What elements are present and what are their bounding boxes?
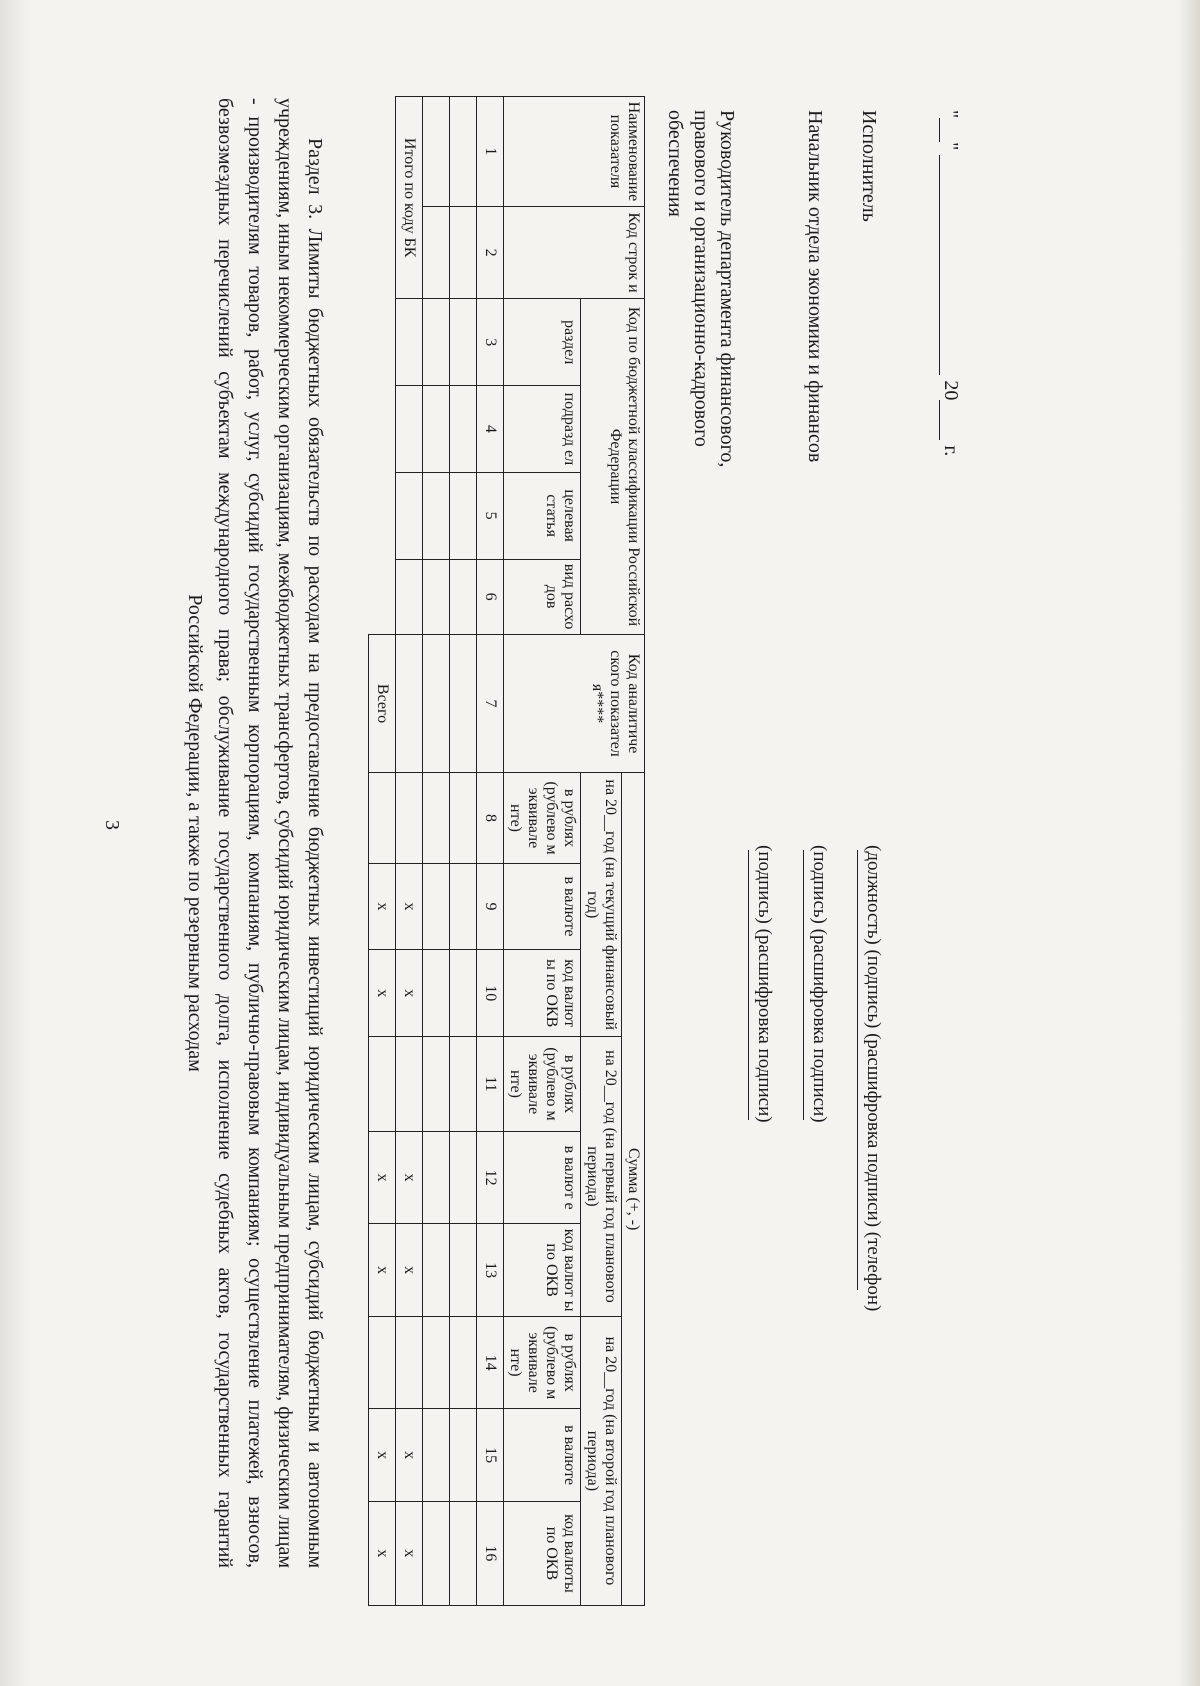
date-line bbox=[939, 110, 962, 456]
table-row bbox=[450, 97, 477, 1606]
column-number: 6 bbox=[477, 559, 504, 634]
x-mark: х bbox=[396, 1409, 423, 1502]
column-number: 7 bbox=[477, 634, 504, 773]
header-target-item: целевая статья bbox=[504, 472, 581, 559]
table-cell bbox=[423, 1501, 450, 1605]
table-cell bbox=[450, 386, 477, 473]
x-mark: х bbox=[369, 1224, 396, 1317]
table-cell bbox=[423, 950, 450, 1037]
table-cell bbox=[423, 206, 450, 299]
table-cell-borderless bbox=[369, 97, 396, 635]
column-number: 15 bbox=[477, 1409, 504, 1502]
date-year-blank bbox=[939, 400, 960, 440]
date-month-blank bbox=[939, 155, 960, 375]
table-cell bbox=[450, 773, 477, 863]
column-number: 14 bbox=[477, 1316, 504, 1409]
x-mark: х bbox=[396, 950, 423, 1037]
head-title-line: правового и организационно-кадрового bbox=[690, 110, 712, 447]
econ-signature-line bbox=[803, 850, 804, 1120]
x-mark: х bbox=[396, 1131, 423, 1224]
table-cell bbox=[423, 386, 450, 473]
table-cell bbox=[396, 634, 423, 773]
table-cell bbox=[450, 472, 477, 559]
header-name: Наименование показателя bbox=[504, 97, 645, 207]
table-cell bbox=[423, 559, 450, 634]
table-cell bbox=[396, 386, 423, 473]
table-cell bbox=[423, 1224, 450, 1317]
head-signature-line bbox=[748, 850, 749, 1120]
date-suffix: г. bbox=[940, 445, 962, 457]
table-cell bbox=[369, 773, 396, 863]
table-header-row-1 bbox=[622, 97, 645, 1606]
column-number: 13 bbox=[477, 1224, 504, 1317]
column-number: 16 bbox=[477, 1501, 504, 1605]
table-cell bbox=[450, 634, 477, 773]
x-mark: х bbox=[396, 1224, 423, 1317]
total-by-code-row bbox=[396, 97, 423, 1606]
table-cell bbox=[423, 863, 450, 950]
total-by-code-label: Итого по коду БК bbox=[396, 97, 423, 299]
header-currency-code-1: код валют ы по ОКВ bbox=[504, 950, 581, 1037]
header-current-year: на 20__год (на текущий финансовый год) bbox=[581, 773, 622, 1037]
econ-title: Начальник отдела экономики и финансов bbox=[804, 110, 826, 463]
executor-signature-line bbox=[857, 850, 858, 1290]
x-mark: х bbox=[396, 863, 423, 950]
header-currency-1: в валюте bbox=[504, 863, 581, 950]
section-title-text: Раздел 3. Лимиты бюджетных обязательств по расходам на предоставление бюджетных инвестиций юридическим лицам, субсидий бюджетным и автономным учреждениям, иным некоммерческим организациям, межбюджетных трансфертов, субсидий юридическим лицам, индивидуальным предпринимателям, физическим лицам - производителям товаров, работ, услуг, субсидий государственным корпорациям, компаниям, публично-правовым компаниям; осуществление платежей, взносов, безвозмездных перечислений субъектам международного права; обслуживание государственного долга, исполнение судебных актов, государственных гарантий Российской Федерации, а также по резервным расходам bbox=[184, 98, 326, 1568]
table-cell bbox=[423, 97, 450, 207]
header-bk-code: Код по бюджетной классификации Российской Федерации bbox=[581, 299, 645, 634]
head-title bbox=[662, 110, 740, 467]
header-currency-code-2: код валют ы по ОКВ bbox=[504, 1224, 581, 1317]
header-currency-code-3: код валюты по ОКВ bbox=[504, 1501, 581, 1605]
date-day-blank bbox=[939, 118, 960, 142]
date-quote-close: " bbox=[940, 142, 962, 151]
header-currency-2: в валют е bbox=[504, 1131, 581, 1224]
executor-title: Исполнитель bbox=[858, 110, 880, 222]
table-header-row-3 bbox=[504, 97, 581, 1606]
table-cell bbox=[396, 1037, 423, 1132]
date-year-prefix: 20 bbox=[940, 380, 962, 401]
column-number: 3 bbox=[477, 299, 504, 386]
table-cell bbox=[396, 773, 423, 863]
x-mark: х bbox=[369, 863, 396, 950]
column-number: 1 bbox=[477, 97, 504, 207]
header-analytic-code: Код аналитиче ского показател я**** bbox=[504, 634, 645, 773]
table-cell bbox=[450, 1316, 477, 1409]
x-mark: х bbox=[369, 1501, 396, 1605]
grand-total-label: Всего bbox=[369, 634, 396, 773]
table-cell bbox=[450, 1037, 477, 1132]
table-cell bbox=[450, 1131, 477, 1224]
grand-total-row bbox=[369, 97, 396, 1606]
table-cell bbox=[450, 206, 477, 299]
table-cell bbox=[423, 1316, 450, 1409]
table-cell bbox=[396, 472, 423, 559]
table-cell bbox=[450, 299, 477, 386]
head-signature-caption: (подпись) (расшифровка подписи) bbox=[754, 845, 775, 1123]
header-currency-3: в валюте bbox=[504, 1409, 581, 1502]
table-cell bbox=[396, 299, 423, 386]
table-cell bbox=[423, 1409, 450, 1502]
header-row-code: Код строк и bbox=[504, 206, 645, 299]
column-number: 2 bbox=[477, 206, 504, 299]
column-number: 10 bbox=[477, 950, 504, 1037]
limits-table bbox=[368, 96, 645, 1606]
column-number: 11 bbox=[477, 1037, 504, 1132]
header-rubles-3: в рублях (рублево м эквивале нте) bbox=[504, 1316, 581, 1409]
executor-signature-caption: (должность) (подпись) (расшифровка подписи) (телефон) bbox=[863, 845, 884, 1312]
table-cell bbox=[423, 634, 450, 773]
table-cell bbox=[423, 1037, 450, 1132]
header-rubles-1: в рублях (рублево м эквивале нте) bbox=[504, 773, 581, 863]
table-cell bbox=[396, 559, 423, 634]
table-cell bbox=[369, 1037, 396, 1132]
header-second-plan-year: на 20__год (на второй год планового периода) bbox=[581, 1316, 622, 1605]
x-mark: х bbox=[369, 1409, 396, 1502]
head-title-line: Руководитель департамента финансового, bbox=[716, 110, 738, 468]
table-cell bbox=[423, 299, 450, 386]
x-mark: х bbox=[369, 950, 396, 1037]
column-number-row bbox=[477, 97, 504, 1606]
header-sum: Сумма (+, -) bbox=[622, 773, 645, 1606]
table-cell bbox=[450, 863, 477, 950]
header-section: раздел bbox=[504, 299, 581, 386]
section-title bbox=[180, 98, 330, 1568]
table-cell bbox=[450, 1224, 477, 1317]
x-mark: х bbox=[369, 1131, 396, 1224]
column-number: 8 bbox=[477, 773, 504, 863]
table-cell bbox=[450, 559, 477, 634]
signature-block bbox=[664, 110, 1110, 1510]
table-cell bbox=[423, 472, 450, 559]
page-number: 3 bbox=[101, 820, 123, 830]
header-expense-type: вид расхо дов bbox=[504, 559, 581, 634]
table-cell bbox=[450, 1409, 477, 1502]
column-number: 9 bbox=[477, 863, 504, 950]
table-cell bbox=[423, 773, 450, 863]
header-subsection: подразд ел bbox=[504, 386, 581, 473]
column-number: 5 bbox=[477, 472, 504, 559]
header-first-plan-year: на 20__год (на первый год планового периода) bbox=[581, 1037, 622, 1317]
table-cell bbox=[396, 1316, 423, 1409]
header-rubles-2: в рублях (рублево м эквивале нте) bbox=[504, 1037, 581, 1132]
table-cell bbox=[450, 950, 477, 1037]
x-mark: х bbox=[396, 1501, 423, 1605]
table-cell bbox=[423, 1131, 450, 1224]
date-quote-open: " bbox=[940, 110, 962, 119]
table-cell bbox=[369, 1316, 396, 1409]
table-cell bbox=[450, 97, 477, 207]
column-number: 12 bbox=[477, 1131, 504, 1224]
table-row bbox=[423, 97, 450, 1606]
column-number: 4 bbox=[477, 386, 504, 473]
econ-signature-caption: (подпись) (расшифровка подписи) bbox=[809, 845, 830, 1123]
head-title-line: обеспечения bbox=[664, 110, 686, 217]
table-cell bbox=[450, 1501, 477, 1605]
